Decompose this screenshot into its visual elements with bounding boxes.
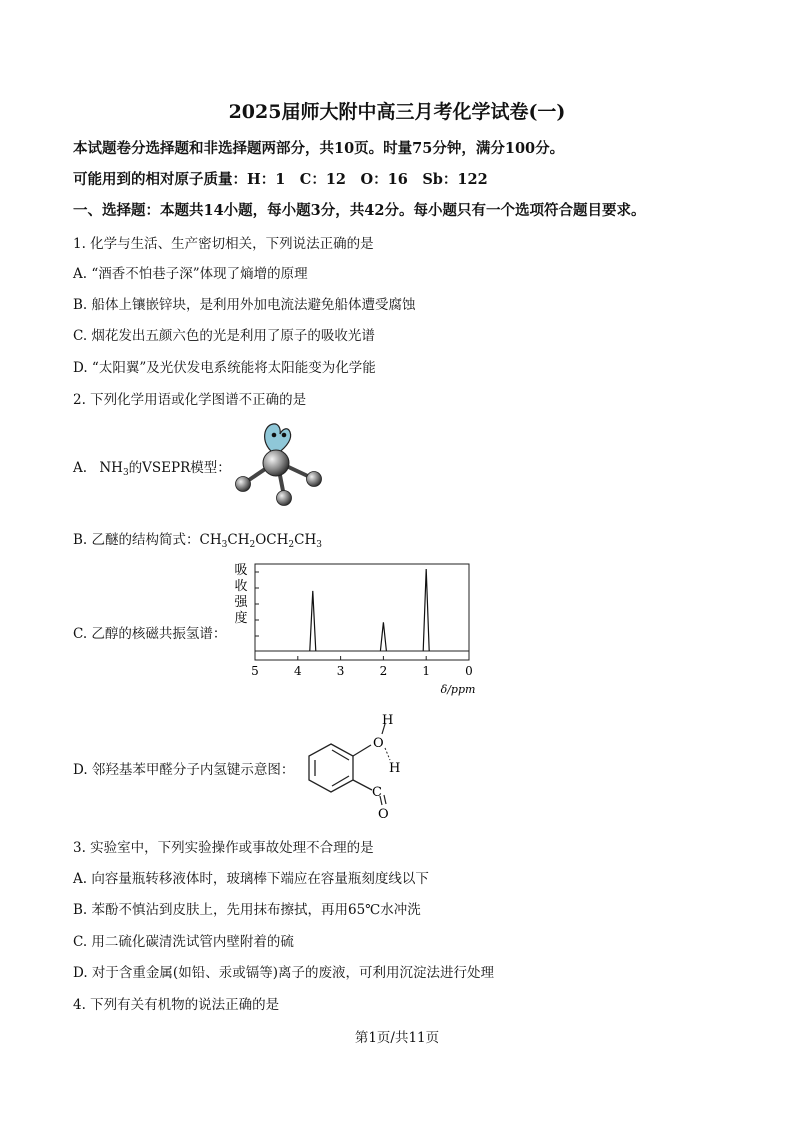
page-footer: 第1页/共11页 — [354, 1030, 440, 1046]
q3-option-c: C. 用二硫化碳清洗试管内壁附着的硫 — [73, 934, 294, 950]
nmr-x-tick-label: 2 — [379, 664, 388, 678]
hydrogen-atom-bottom — [277, 491, 292, 506]
q3-stem: 3. 实验室中，下列实验操作或事故处理不合理的是 — [73, 840, 374, 856]
nh3-vsepr-model — [228, 418, 328, 508]
atom-h-middle: H — [389, 761, 401, 776]
nmr-y-axis-label — [234, 563, 248, 626]
exam-title: 2025届师大附中高三月考化学试卷(一) — [228, 101, 566, 123]
nmr-x-tick-label: 0 — [465, 664, 473, 678]
intro-line-1: 本试题卷分选择题和非选择题两部分，共10页。时量75分钟，满分100分。 — [73, 140, 565, 157]
nmr-peak — [380, 622, 386, 651]
q2-b-label: B. 乙醚的结构简式： — [73, 532, 200, 548]
nmr-peak — [310, 591, 316, 651]
q1-option-b: B. 船体上镶嵌锌块，是利用外加电流法避免船体遭受腐蚀 — [73, 297, 416, 313]
bond-ring-carbonyl — [353, 780, 372, 790]
atom-o-hydroxyl: O — [373, 736, 384, 751]
nmr-y-axis-char: 吸 — [234, 563, 248, 578]
nmr-x-tick-label: 3 — [336, 664, 345, 678]
q3-option-d: D. 对于含重金属(如铅、汞或镉等)离子的废液，可利用沉淀法进行处理 — [73, 965, 494, 981]
bond-ring-oxygen — [353, 745, 371, 756]
q2-stem: 2. 下列化学用语或化学图谱不正确的是 — [73, 392, 307, 408]
nmr-x-tick-label: 4 — [293, 664, 302, 678]
hydrogen-bond-dashed — [385, 748, 390, 760]
nmr-x-axis-label: δ/ppm — [440, 683, 476, 696]
nmr-x-tick-label: 1 — [422, 664, 431, 678]
q2-option-d: D. 邻羟基苯甲醛分子内氢键示意图： — [73, 762, 295, 778]
nitrogen-atom — [263, 450, 289, 476]
atom-c-carbonyl: C — [372, 785, 382, 800]
q2-option-b — [73, 528, 322, 550]
q1-option-a: A. “酒香不怕巷子深”体现了熵增的原理 — [73, 266, 308, 282]
nmr-y-axis-char: 收 — [234, 579, 248, 594]
nmr-y-axis-char: 强 — [234, 595, 248, 610]
nmr-x-tick-label: 5 — [251, 664, 259, 678]
bond-c-o-2 — [384, 795, 386, 804]
q2-a-prefix: A. — [73, 460, 88, 476]
q4-stem: 4. 下列有关有机物的说法正确的是 — [73, 997, 280, 1013]
lone-pair-lobe — [265, 424, 291, 454]
intro-line-2: 可能用到的相对原子质量：H：1 C：12 O：16 Sb：122 — [73, 171, 488, 188]
q1-option-c: C. 烟花发出五颜六色的光是利用了原子的吸收光谱 — [73, 328, 375, 344]
q3-option-b: B. 苯酚不慎沾到皮肤上，先用抹布擦拭，再用65℃水冲洗 — [73, 902, 421, 918]
q2-option-c: C. 乙醇的核磁共振氢谱： — [73, 626, 227, 642]
q2-a-subscript: 3 — [122, 468, 129, 478]
q2-a-formula: NH — [99, 460, 123, 476]
benzene-ring — [309, 744, 353, 792]
nmr-peak — [423, 569, 429, 651]
hydrogen-atom-right — [307, 472, 322, 487]
section-heading: 一、选择题：本题共14小题，每小题3分，共42分。每小题只有一个选项符合题目要求。 — [73, 202, 646, 219]
nmr-plot-frame — [255, 564, 469, 660]
hydrogen-atom-left — [236, 477, 251, 492]
o-hydroxybenzaldehyde-structure — [296, 712, 416, 824]
q2-option-a — [73, 456, 231, 478]
q1-option-d: D. “太阳翼”及光伏发电系统能将太阳能变为化学能 — [73, 360, 376, 376]
nmr-spectrum-chart — [228, 560, 478, 700]
atom-o-carbonyl: O — [378, 807, 389, 822]
atom-h-top: H — [382, 713, 394, 728]
q1-stem: 1. 化学与生活、生产密切相关，下列说法正确的是 — [73, 236, 374, 252]
q2-b-formula: $CH_3CH_2OCH_2CH_3$ — [199, 532, 322, 550]
q3-option-a: A. 向容量瓶转移液体时，玻璃棒下端应在容量瓶刻度线以下 — [73, 871, 429, 887]
q2-a-suffix: 的VSEPR模型： — [128, 460, 231, 476]
nmr-y-axis-char: 度 — [234, 611, 248, 626]
